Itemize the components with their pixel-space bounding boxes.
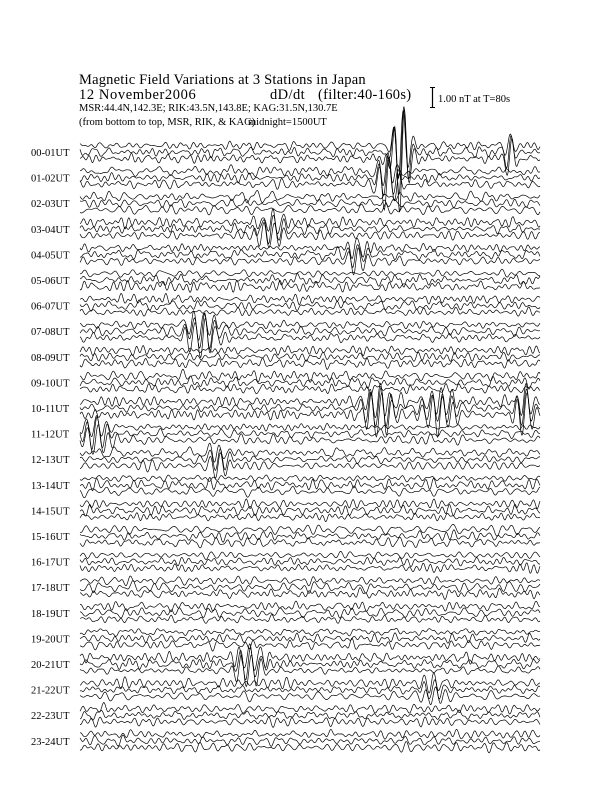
hour-label: 08-09UT [31,352,70,364]
trace-rik-h1 [80,158,540,195]
trace-rik-h10 [80,388,540,427]
trace-kag-h5 [80,269,540,277]
hour-label: 10-11UT [31,404,70,415]
hour-label: 23-24UT [31,736,70,748]
trace-rik-h18 [80,608,540,618]
trace-msr-h19 [80,638,540,651]
trace-msr-h2 [80,204,540,215]
date-label: 12 November2006 [79,87,197,103]
trace-rik-h22 [80,710,540,720]
hour-label: 21-22UT [31,685,70,697]
hour-label: 01-02UT [31,173,70,185]
trace-kag-h2 [80,191,540,203]
hour-label: 18-19UT [31,608,70,620]
trace-kag-h17 [80,576,540,586]
station-coords: MSR:44.4N,142.3E; RIK:43.5N,143.8E; KAG:31.5N,130.7E [79,103,338,114]
chart-title: Magnetic Field Variations at 3 Stations in Japan [79,72,366,88]
trace-kag-h22 [80,703,540,715]
trace-msr-h6 [80,307,540,316]
trace-rik-h2 [80,199,540,208]
trace-kag-h4 [80,238,540,258]
hour-label: 17-18UT [31,583,70,595]
hour-label: 16-17UT [31,557,70,569]
trace-rik-h13 [80,478,540,491]
midnight-note: midnight=1500UT [248,117,327,128]
hour-label: 00-01UT [31,148,70,159]
hour-label: 05-06UT [31,276,70,287]
station-order-note: (from bottom to top, MSR, RIK, & KAG) [79,117,256,128]
filter-label: (filter:40-160s) [318,87,412,103]
trace-msr-h7 [80,318,540,357]
trace-msr-h21 [80,687,540,705]
trace-msr-h15 [80,537,540,548]
hour-label: 12-13UT [31,455,70,467]
hour-label: 06-07UT [31,301,70,313]
trace-msr-h23 [80,742,540,753]
scale-label: 1.00 nT at T=80s [438,94,511,105]
trace-kag-h8 [80,346,540,356]
trace-kag-h18 [80,601,540,612]
trace-group [80,107,540,753]
hour-label: 07-08UT [31,327,70,339]
trace-kag-h6 [80,294,540,305]
trace-rik-h14 [80,504,540,516]
trace-msr-h1 [80,159,540,210]
hour-label: 19-20UT [31,634,70,646]
trace-rik-h16 [80,557,540,566]
hour-label: 09-10UT [31,378,70,390]
hour-label: 14-15UT [31,506,70,518]
trace-kag-h19 [80,628,540,636]
trace-msr-h16 [80,563,540,574]
trace-rik-h4 [80,245,540,268]
trace-rik-h5 [80,274,540,288]
trace-msr-h12 [80,453,540,479]
trace-rik-h11 [80,417,540,450]
hour-label-group [31,148,70,748]
hour-label: 04-05UT [31,250,70,262]
trace-rik-h0 [80,107,540,195]
hour-label: 03-04UT [31,224,70,236]
trace-msr-h20 [80,655,540,687]
trace-msr-h5 [80,280,540,292]
trace-kag-h21 [80,673,540,693]
hour-label: 13-14UT [31,480,70,492]
hour-label: 15-16UT [31,532,70,543]
trace-msr-h9 [80,384,540,396]
trace-kag-h14 [80,499,540,509]
trace-rik-h3 [80,215,540,244]
trace-msr-h18 [80,615,540,624]
hour-label: 20-21UT [31,660,70,671]
hour-label: 02-03UT [31,199,70,211]
trace-msr-h14 [80,513,540,522]
component-label: dD/dt [270,87,306,103]
trace-rik-h7 [80,313,540,348]
trace-kag-h16 [80,551,540,559]
hour-label: 11-12UT [31,429,70,441]
trace-msr-h22 [80,717,540,727]
hour-label: 22-23UT [31,711,70,723]
trace-kag-h23 [80,729,540,739]
